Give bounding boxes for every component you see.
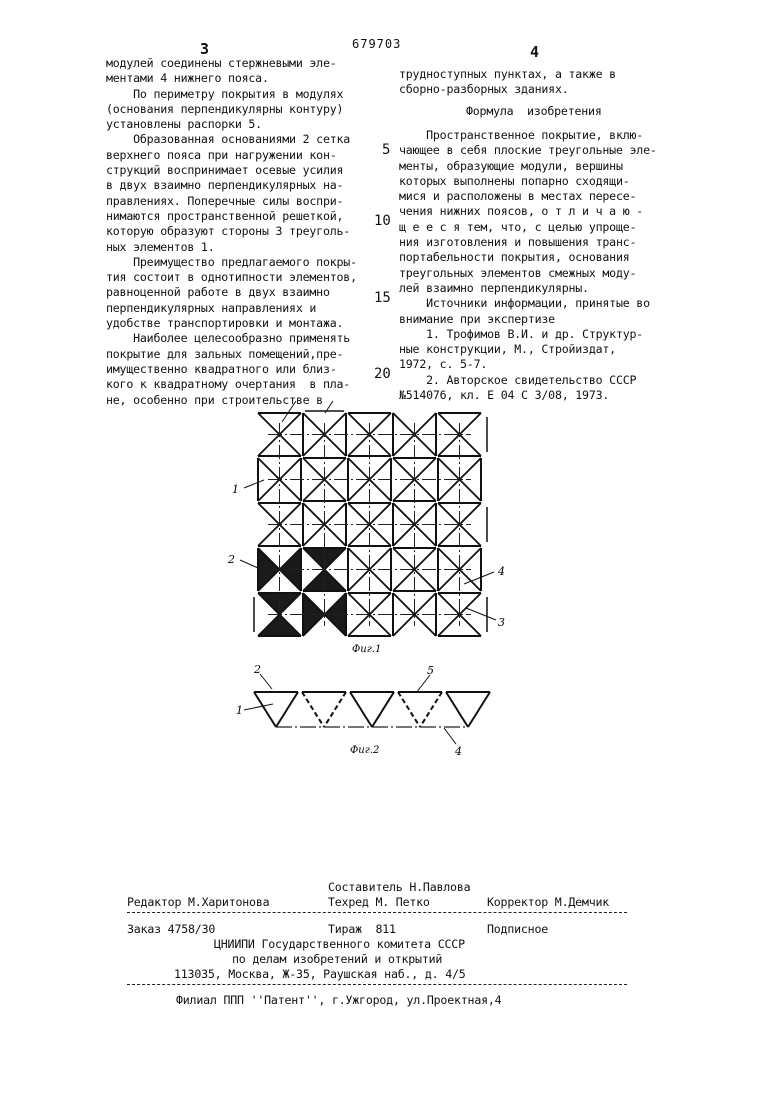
left-page-number: 3 xyxy=(200,40,209,58)
text-line: удобстве транспортировки и монтажа. xyxy=(106,316,357,331)
text-line: внимание при экспертизе xyxy=(399,312,657,327)
org-line-3: 113035, Москва, Ж-35, Раушская наб., д. 4/5 xyxy=(174,967,466,981)
right-intro-text xyxy=(399,67,616,98)
leader-line-1-left xyxy=(244,480,264,488)
leader-line-4 xyxy=(444,728,456,744)
line-number-15: 15 xyxy=(374,290,391,306)
label-1-top xyxy=(293,400,300,403)
text-line: лей взаимно перпендикулярны. xyxy=(399,281,657,296)
label-5-top xyxy=(333,400,340,403)
text-line: Преимущество предлагаемого покры- xyxy=(106,255,357,270)
text-line: ные конструкции, М., Стройиздат, xyxy=(399,342,657,357)
text-line: перпендикулярных направлениях и xyxy=(106,301,357,316)
figure-2-caption: Фиг.2 xyxy=(350,745,379,756)
editor: Редактор М.Харитонова xyxy=(127,895,269,909)
leader-line-2 xyxy=(260,674,272,689)
text-line: ментами 4 нижнего пояса. xyxy=(106,71,357,86)
line-number-5: 5 xyxy=(382,142,390,158)
label-2: 2 xyxy=(253,663,261,676)
text-line: кого к квадратному очертания в пла- xyxy=(106,377,357,392)
label-4: 4 xyxy=(497,565,505,578)
footer-divider-1 xyxy=(127,912,627,913)
label-5: 5 xyxy=(427,664,434,677)
text-line: 2. Авторское свидетельство СССР xyxy=(399,373,657,388)
triangle-side xyxy=(372,692,394,727)
triangular-element xyxy=(398,692,442,727)
text-line: ных элементов 1. xyxy=(106,240,357,255)
label-2: 2 xyxy=(227,553,235,566)
text-line: сборно-разборных зданиях. xyxy=(399,82,616,97)
text-line: Пространственное покрытие, вклю- xyxy=(399,128,657,143)
text-line: щ е е с я тем, что, с целью упроще- xyxy=(399,220,657,235)
text-line: 1972, с. 5-7. xyxy=(399,357,657,372)
triangle-side xyxy=(302,692,324,727)
label-1: 1 xyxy=(236,704,243,717)
text-line: правлениях. Поперечные силы воспри- xyxy=(106,194,357,209)
techred: Техред М. Петко xyxy=(328,895,430,909)
text-line: (основания перпендикулярны контуру) xyxy=(106,102,357,117)
text-line: имущественно квадратного или близ- xyxy=(106,362,357,377)
line-number-10: 10 xyxy=(374,213,391,229)
text-line: модулей соединены стержневыми эле- xyxy=(106,56,357,71)
left-text-column xyxy=(106,56,357,408)
line-number-20: 20 xyxy=(374,366,391,382)
text-line: ния изготовления и повышения транс- xyxy=(399,235,657,250)
label-4: 4 xyxy=(454,745,462,758)
text-line: чающее в себя плоские треугольные эле- xyxy=(399,143,657,158)
triangular-element xyxy=(302,692,346,727)
text-line: Образованная основаниями 2 сетка xyxy=(106,132,357,147)
triangle-side xyxy=(254,692,276,727)
branch-address: Филиал ППП ''Патент'', г.Ужгород, ул.Проектная,4 xyxy=(176,993,501,1007)
text-line: не, особенно при строительстве в xyxy=(106,393,357,408)
subscription: Подписное xyxy=(487,922,548,936)
label-1-left: 1 xyxy=(232,483,239,496)
figure-2-section xyxy=(220,660,520,800)
label-3: 3 xyxy=(498,616,505,629)
compiler: Составитель Н.Павлова xyxy=(328,880,470,894)
triangular-element xyxy=(446,692,490,727)
text-line: равноценной работе в двух взаимно xyxy=(106,285,357,300)
triangle-side xyxy=(276,692,298,727)
claims-text-column xyxy=(399,128,657,403)
text-line: Источники информации, принятые во xyxy=(399,296,657,311)
org-line-1: ЦНИИПИ Государственного комитета СССР xyxy=(214,937,465,951)
triangular-element xyxy=(350,692,394,727)
text-line: которых выполнены попарно сходящи- xyxy=(399,174,657,189)
text-line: мися и расположены в местах пересе- xyxy=(399,189,657,204)
leader-line-5 xyxy=(416,675,430,693)
footer-divider-2 xyxy=(127,984,627,985)
text-line: в двух взаимно перпендикулярных на- xyxy=(106,178,357,193)
text-line: чения нижних поясов, о т л и ч а ю - xyxy=(399,204,657,219)
triangle-side xyxy=(468,692,490,727)
order-number: Заказ 4758/30 xyxy=(127,922,215,936)
triangle-side xyxy=(350,692,372,727)
triangle-side xyxy=(420,692,442,727)
right-page-number: 4 xyxy=(530,43,539,61)
text-line: менты, образующие модули, вершины xyxy=(399,159,657,174)
text-line: верхнего пояса при нагружении кон- xyxy=(106,148,357,163)
triangle-side xyxy=(398,692,420,727)
text-line: 1. Трофимов В.И. и др. Структур- xyxy=(399,327,657,342)
text-line: струкций воспринимает осевые усилия xyxy=(106,163,357,178)
claims-heading: Формула изобретения xyxy=(466,104,602,119)
text-line: установлены распорки 5. xyxy=(106,117,357,132)
triangle-side xyxy=(446,692,468,727)
org-line-2: по делам изобретений и открытий xyxy=(232,952,442,966)
figure-1-grid-plan xyxy=(220,400,520,665)
figure-1-caption: Фиг.1 xyxy=(352,644,381,655)
text-line: тия состоит в однотипности элементов, xyxy=(106,270,357,285)
text-line: портабельности покрытия, основания xyxy=(399,250,657,265)
text-line: трудноступных пунктах, а также в xyxy=(399,67,616,82)
patent-number: 679703 xyxy=(352,37,401,51)
triangle-side xyxy=(324,692,346,727)
text-line: Наиболее целесообразно применять xyxy=(106,331,357,346)
text-line: треугольных элементов смежных моду- xyxy=(399,266,657,281)
text-line: №514076, кл. Е 04 С 3/08, 1973. xyxy=(399,388,657,403)
corrector: Корректор М.Демчик xyxy=(487,895,609,909)
text-line: покрытие для зальных помещений,пре- xyxy=(106,347,357,362)
leader-line-2 xyxy=(240,560,258,568)
leader-line-1 xyxy=(244,704,273,710)
triangular-element xyxy=(254,692,298,727)
text-line: нимаются пространственной решеткой, xyxy=(106,209,357,224)
text-line: которую образуют стороны 3 треуголь- xyxy=(106,224,357,239)
circulation: Тираж 811 xyxy=(328,922,396,936)
text-line: По периметру покрытия в модулях xyxy=(106,87,357,102)
